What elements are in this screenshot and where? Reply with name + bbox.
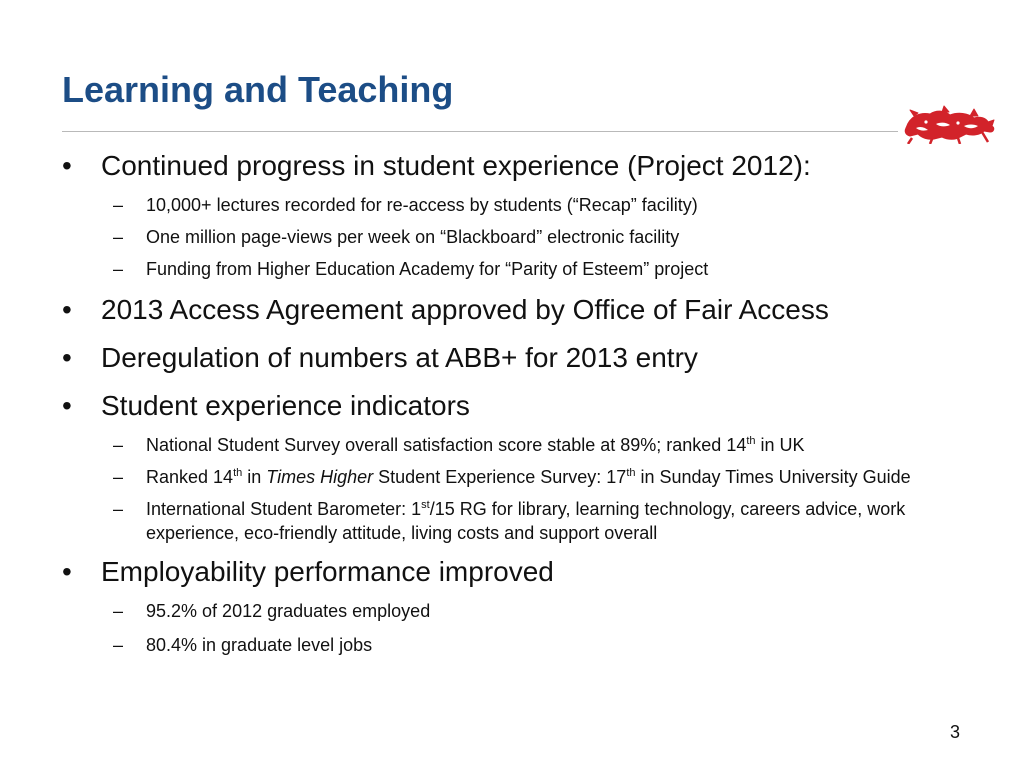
sub-bullet-times-higher-survey xyxy=(62,465,1002,489)
sub-bullet-text: 80.4% in graduate level jobs xyxy=(146,635,373,655)
bullet-deregulation xyxy=(62,341,1002,375)
sub-bullet-text: Funding from Higher Education Academy for “Parity of Esteem” project xyxy=(146,259,709,279)
title-divider xyxy=(62,131,898,132)
dash-marker: – xyxy=(113,601,124,621)
dash-marker: – xyxy=(113,499,124,519)
page-number: 3 xyxy=(949,722,960,742)
dash-marker: – xyxy=(113,467,124,487)
sub-bullet-text: International Student Barometer: 1st/15 RG for library, learning technology, careers advice, work experience, eco-friendly attitude, living costs and support overall xyxy=(146,499,906,543)
bullet-marker: • xyxy=(62,294,72,325)
sub-bullet-graduate-level-jobs xyxy=(62,633,1002,657)
sub-bullet-recap xyxy=(62,193,1002,217)
dash-marker: – xyxy=(113,259,124,279)
sub-bullet-text: One million page-views per week on “Blackboard” electronic facility xyxy=(146,227,680,247)
dash-marker: – xyxy=(113,435,124,455)
bullet-text: Continued progress in student experience (Project 2012): xyxy=(101,150,811,181)
sub-bullet-text: National Student Survey overall satisfaction score stable at 89%; ranked 14th in UK xyxy=(146,435,805,455)
dash-marker: – xyxy=(113,195,124,215)
sub-bullet-national-student-survey xyxy=(62,433,1002,457)
slide-body xyxy=(62,149,1002,657)
sub-bullet-text: 10,000+ lectures recorded for re-access by students (“Recap” facility) xyxy=(146,195,698,215)
bullet-text: 2013 Access Agreement approved by Office of Fair Access xyxy=(101,294,829,325)
sub-bullet-text: 95.2% of 2012 graduates employed xyxy=(146,601,431,621)
bullet-text: Deregulation of numbers at ABB+ for 2013 entry xyxy=(101,342,698,373)
dash-marker: – xyxy=(113,635,124,655)
dash-marker: – xyxy=(113,227,124,247)
bullet-text: Employability performance improved xyxy=(101,556,554,587)
sub-bullet-parity-of-esteem xyxy=(62,257,1002,281)
slide-title: Learning and Teaching xyxy=(62,69,454,110)
bullet-employability xyxy=(62,555,1002,589)
bullet-access-agreement xyxy=(62,293,1002,327)
bullet-student-experience-indicators xyxy=(62,389,1002,423)
sub-bullet-graduates-employed xyxy=(62,599,1002,623)
bullet-marker: • xyxy=(62,150,72,181)
bullet-marker: • xyxy=(62,390,72,421)
sub-bullet-international-student-barometer xyxy=(62,497,1002,545)
sub-bullet-blackboard xyxy=(62,225,1002,249)
bullet-marker: • xyxy=(62,342,72,373)
sub-bullet-text: Ranked 14th in Times Higher Student Experience Survey: 17th in Sunday Times University Guide xyxy=(146,467,911,487)
bullet-text: Student experience indicators xyxy=(101,390,470,421)
university-lion-logo xyxy=(900,104,1000,144)
bullet-project-2012 xyxy=(62,149,1002,183)
bullet-marker: • xyxy=(62,556,72,587)
